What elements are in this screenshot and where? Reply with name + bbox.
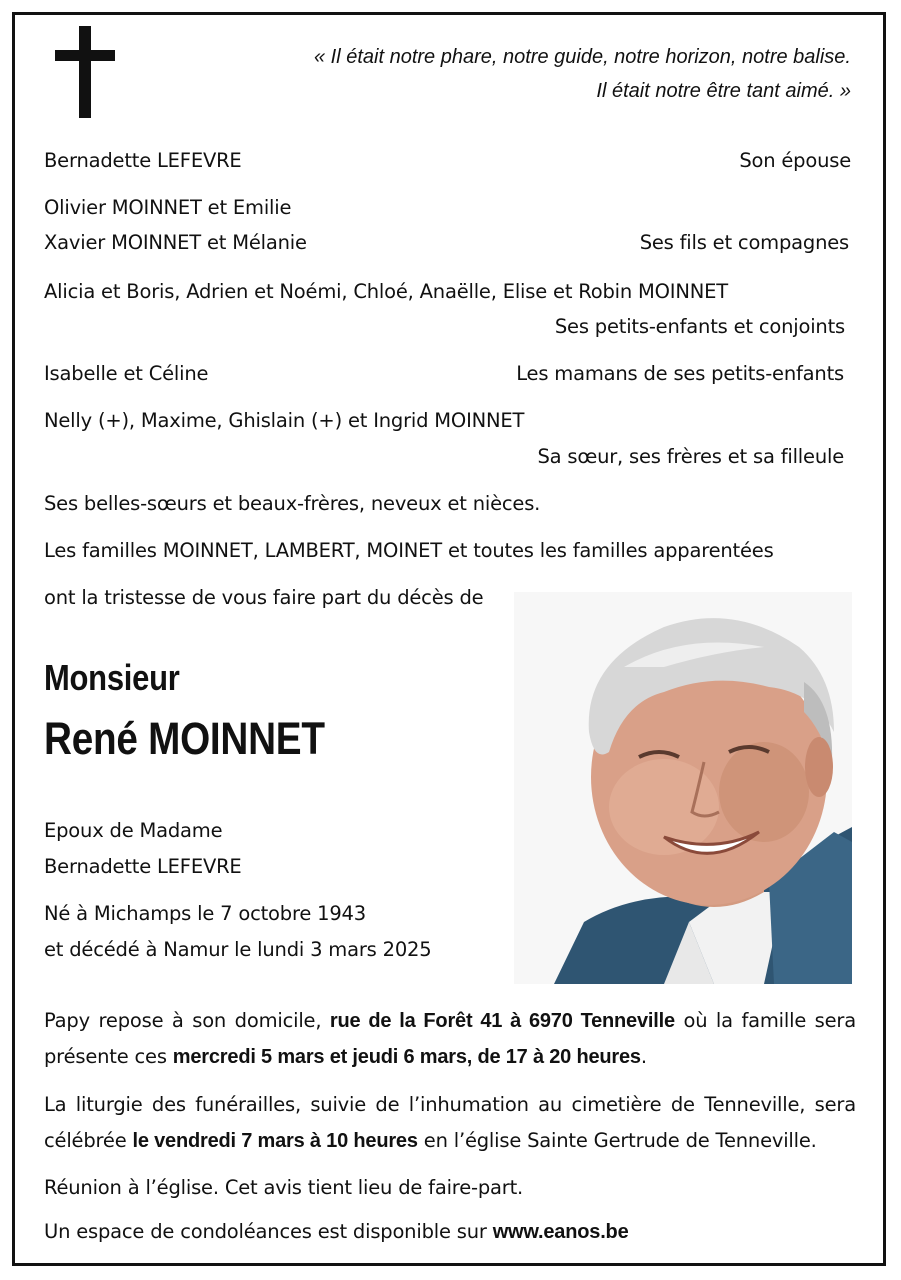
- families-line: Les familles MOINNET, LAMBERT, MOINET et toutes les familles apparentées: [44, 539, 774, 562]
- mothers-relation: Les mamans de ses petits-enfants: [516, 362, 844, 385]
- sons-relation: Ses fils et compagnes: [639, 231, 849, 254]
- spouse-of-line-1: Epoux de Madame: [44, 819, 223, 842]
- condolences-text: Un espace de condoléances est disponible sur: [44, 1220, 493, 1243]
- son-2: Xavier MOINNET et Mélanie: [44, 231, 307, 254]
- condolences-line: [44, 1214, 856, 1250]
- deceased-name: René MOINNET: [44, 713, 325, 764]
- spouse-of-line-2: Bernadette LEFEVRE: [44, 855, 242, 878]
- meeting-line: Réunion à l’église. Cet avis tient lieu de faire-part.: [44, 1176, 524, 1199]
- rest-dates: mercredi 5 mars et jeudi 6 mars, de 17 à 20 heures: [172, 1046, 641, 1068]
- mothers-names: Isabelle et Céline: [44, 362, 209, 385]
- spouse-name: Bernadette LEFEVRE: [44, 149, 242, 172]
- deceased-title: Monsieur: [44, 657, 180, 698]
- grandchildren-relation: Ses petits-enfants et conjoints: [554, 315, 845, 338]
- liturgy-date: le vendredi 7 mars à 10 heures: [132, 1130, 418, 1152]
- rest-paragraph: [44, 1003, 856, 1075]
- announcement-line: ont la tristesse de vous faire part du décès de: [44, 586, 484, 609]
- condolences-link[interactable]: www.eanos.be: [492, 1221, 629, 1243]
- siblings-names: Nelly (+), Maxime, Ghislain (+) et Ingrid MOINNET: [44, 409, 525, 432]
- rest-text-2: où la famille sera présente ces: [44, 1009, 857, 1068]
- spouse-relation: Son épouse: [739, 149, 851, 172]
- rest-address: rue de la Forêt 41 à 6970 Tenneville: [329, 1010, 675, 1032]
- portrait-photo: [514, 592, 852, 984]
- quote-line-1: « Il était notre phare, notre guide, notre horizon, notre balise.: [313, 46, 851, 68]
- rest-text-1: Papy repose à son domicile,: [44, 1009, 330, 1032]
- inlaws-line: Ses belles-sœurs et beaux-frères, neveux et nièces.: [44, 492, 541, 515]
- rest-text-3: .: [640, 1045, 647, 1068]
- liturgy-text-2: en l’église Sainte Gertrude de Tenneville.: [417, 1129, 817, 1152]
- birth-line: Né à Michamps le 7 octobre 1943: [44, 902, 366, 925]
- son-1: Olivier MOINNET et Emilie: [44, 196, 292, 219]
- quote-line-2: Il était notre être tant aimé. »: [596, 80, 851, 102]
- grandchildren-names: Alicia et Boris, Adrien et Noémi, Chloé, Anaëlle, Elise et Robin MOINNET: [44, 280, 728, 303]
- liturgy-text-1: La liturgie des funérailles, suivie de l’inhumation au cimetière de Tenneville, sera célébrée: [44, 1093, 856, 1152]
- siblings-relation: Sa sœur, ses frères et sa filleule: [537, 445, 844, 468]
- death-line: et décédé à Namur le lundi 3 mars 2025: [44, 938, 432, 961]
- liturgy-paragraph: [44, 1087, 856, 1159]
